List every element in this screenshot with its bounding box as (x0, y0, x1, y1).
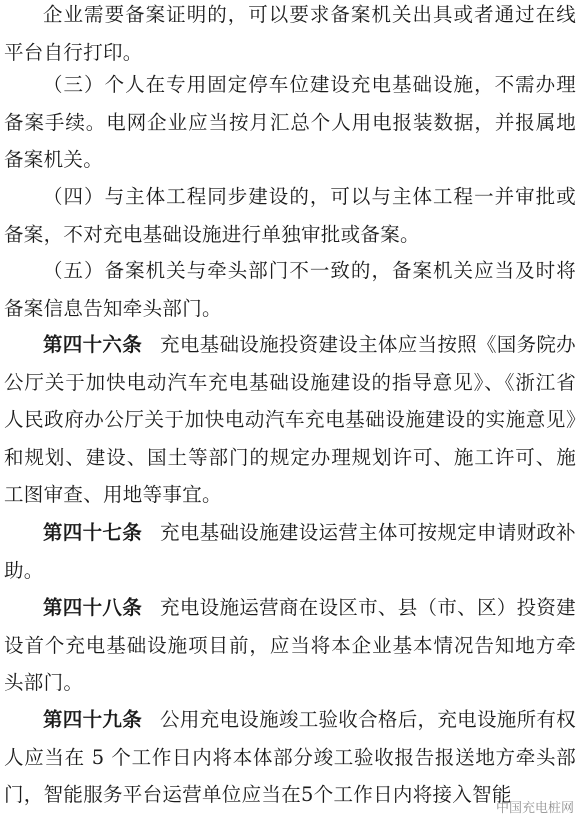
watermark-logo: 中国充电桩网 (495, 801, 574, 816)
article-49 (4, 701, 576, 814)
article-49-text: 公用充电设施竣工验收合格后，充电设施所有权人应当在 5 个工作日内将本体部分竣工验收报告报送地方牵头部门，智能服务平台运营单位应当在5个工作日内将接入智能 (4, 708, 576, 806)
paragraph-4 (4, 252, 576, 327)
article-47-text: 充电基础设施建设运营主体可按规定申请财政补助。 (4, 521, 576, 582)
article-48 (4, 589, 576, 702)
article-48-label: 第四十八条 (43, 596, 143, 619)
article-47 (4, 514, 576, 589)
article-49-label: 第四十九条 (43, 708, 143, 731)
paragraph-1-text: 企业需要备案证明的，可以要求备案机关出具或者通过在线平台自行打印。 (4, 3, 576, 64)
article-48-text: 充电设施运营商在设区市、县（市、区）投资建设首个充电基础设施项目前，应当将本企业基本情况告知地方牵头部门。 (4, 596, 576, 694)
paragraph-2-text: （三）个人在专用固定停车位建设充电基础设施，不需办理备案手续。电网企业应当按月汇总个人用电报装数据，并报属地备案机关。 (4, 73, 576, 171)
paragraph-3 (4, 178, 576, 253)
paragraph-2 (4, 66, 576, 179)
article-46 (4, 326, 576, 514)
paragraph-3-text: （四）与主体工程同步建设的，可以与主体工程一并审批或备案，不对充电基础设施进行单独审批或备案。 (4, 185, 576, 246)
article-47-label: 第四十七条 (43, 521, 143, 544)
paragraph-4-text: （五）备案机关与牵头部门不一致的，备案机关应当及时将备案信息告知牵头部门。 (4, 259, 576, 320)
paragraph-1 (4, 0, 576, 71)
article-46-label: 第四十六条 (43, 333, 143, 356)
article-46-text: 充电基础设施投资建设主体应当按照《国务院办公厅关于加快电动汽车充电基础设施建设的指导意见》、《浙江省人民政府办公厅关于加快电动汽车充电基础设施建设的实施意见》和规划、建设、国土等部门的规定办理规划许可、施工许可、施工图审查、用地等事宜。 (4, 333, 576, 506)
